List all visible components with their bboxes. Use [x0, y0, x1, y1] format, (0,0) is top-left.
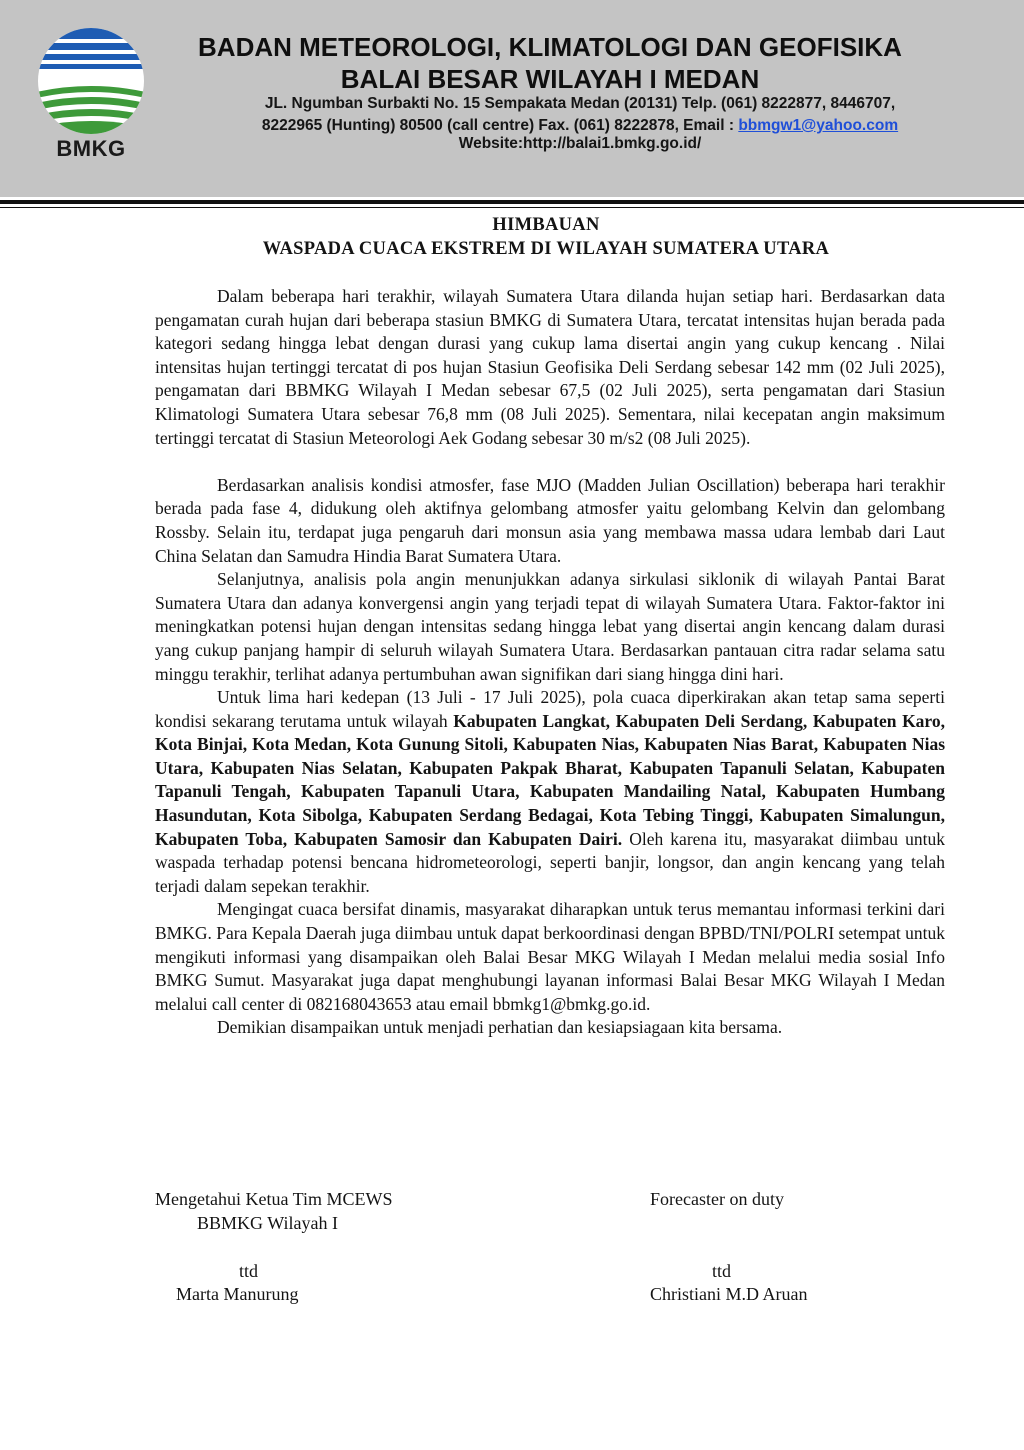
paragraph-2: Berdasarkan analisis kondisi atmosfer, fase MJO (Madden Julian Oscillation) beberapa hari terakhir berada pada fase 4, didukung oleh aktifnya gelombang atmosfer yaitu gelombang Kelvin dan gelombang Rossby. Selain itu, terdapat juga pengaruh dari monsun asia yang membawa massa udara lembab dari Laut China Selatan dan Samudra Hindia Barat Sumatera Utara.	[155, 474, 945, 566]
paragraph-4-intro: Untuk lima hari kedepan (13 Juli - 17 Juli 2025), pola cuaca diperkirakan akan tetap sama seperti kondisi sekarang terutama untuk wilayah	[155, 687, 945, 731]
address-line-2	[210, 117, 950, 135]
right-signatory-role: Forecaster on duty	[650, 1189, 784, 1209]
paragraph-4	[155, 686, 945, 898]
bmkg-logo	[36, 26, 146, 164]
paragraph-5: Mengingat cuaca bersifat dinamis, masyarakat diharapkan untuk terus memantau informasi terkini dari BMKG. Para Kepala Daerah juga diimbau untuk dapat berkoordinasi dengan BPBD/TNI/POLRI setempat untuk mengikuti informasi yang disampaikan oleh Balai Besar MKG Wilayah I Medan melalui media sosial Info BMKG Sumut. Masyarakat juga dapat menghubungi layanan informasi Balai Besar MKG Wilayah I Medan melalui call center di 082168043653 atau email bbmkg1@bmkg.go.id.	[155, 899, 945, 1014]
logo-text: BMKG	[56, 136, 126, 161]
left-signatory-name: Marta Manurung	[176, 1284, 299, 1304]
bmkg-logo-emblem-icon	[36, 26, 146, 136]
address-line-2-text: 8222965 (Hunting) 80500 (call centre) Fax. (061) 8222878, Email :	[261, 117, 739, 134]
office-name: BALAI BESAR WILAYAH I MEDAN	[340, 64, 760, 94]
paragraph-1: Dalam beberapa hari terakhir, wilayah Sumatera Utara dilanda hujan setiap hari. Berdasarkan data pengamatan curah hujan dari beberapa stasiun BMKG di Sumatera Utara, tercatat intensitas hujan berada pada kategori sedang hingga lebat dengan durasi yang cukup lama disertai angin yang cukup kencang . Nilai intensitas hujan tertinggi tercatat di pos hujan Stasiun Geofisika Deli Serdang sebesar 142 mm (02 Juli 2025), pengamatan dari BBMKG Wilayah I Medan sebesar 67,5 (02 Juli 2025), serta pengamatan dari Stasiun Klimatologi Sumatera Utara sebesar 76,8 mm (08 Juli 2025). Sementara, nilai kecepatan angin maksimum tertinggi tercatat di Stasiun Meteorologi Aek Godang sebesar 30 m/s2 (08 Juli 2025).	[155, 286, 945, 448]
email-link[interactable]: bbmgw1@yahoo.com	[738, 117, 899, 134]
letterhead	[0, 0, 1024, 197]
header-divider-thick	[0, 200, 1024, 204]
affected-regions: Kabupaten Langkat, Kabupaten Deli Serdang, Kabupaten Karo, Kota Binjai, Kota Medan, Kota Gunung Sitoli, Kabupaten Nias, Kabupaten Nias Barat, Kabupaten Nias Utara, Kabupaten Nias Selatan, Kabupaten Pakpak Bharat, Kabupaten Tapanuli Selatan, Kabupaten Tapanuli Tengah, Kabupaten Tapanuli Utara, Kabupaten Mandailing Natal, Kabupaten Humbang Hasundutan, Kota Sibolga, Kabupaten Serdang Bedagai, Kota Tebing Tinggi, Kabupaten Simalungun, Kabupaten Toba, Kabupaten Samosir dan Kabupaten Dairi.	[155, 710, 946, 849]
website-line[interactable]: Website:http://balai1.bmkg.go.id/	[458, 135, 702, 152]
paragraph-3: Selanjutnya, analisis pola angin menunjukkan adanya sirkulasi siklonik di wilayah Pantai Barat Sumatera Utara dan adanya konvergensi angin yang terjadi tepat di wilayah Sumatera Utara. Faktor-faktor ini meningkatkan potensi hujan dengan intensitas sedang hingga lebat yang disertai angin kencang dalam durasi yang cukup panjang hampir di seluruh wilayah Sumatera Utara. Berdasarkan pantauan citra radar selama satu minggu terakhir, terlihat adanya pertumbuhan awan signifikan dari siang hingga dini hari.	[155, 569, 945, 684]
document-body	[155, 285, 945, 1040]
left-signatory-role: Mengetahui Ketua Tim MCEWS	[155, 1189, 393, 1209]
paragraph-6: Demikian disampaikan untuk menjadi perhatian dan kesiapsiagaan kita bersama.	[217, 1017, 783, 1038]
right-signatory-name: Christiani M.D Aruan	[650, 1284, 808, 1304]
document-subtitle: WASPADA CUACA EKSTREM DI WILAYAH SUMATERA UTARA	[262, 239, 830, 259]
header-divider-thin	[0, 207, 1024, 208]
agency-name: BADAN METEOROLOGI, KLIMATOLOGI DAN GEOFISIKA	[198, 32, 902, 62]
left-signatory-office: BBMKG Wilayah I	[197, 1213, 338, 1233]
address-line-1: JL. Ngumban Surbakti No. 15 Sempakata Medan (20131) Telp. (061) 8222877, 8446707,	[264, 95, 896, 112]
right-signature-ttd: ttd	[712, 1261, 732, 1281]
document-title: HIMBAUAN	[492, 215, 600, 235]
left-signature-ttd: ttd	[239, 1261, 259, 1281]
paragraph-4-outro: Oleh karena itu, masyarakat diimbau untuk waspada terhadap potensi bencana hidrometeorologi, seperti banjir, longsor, dan angin kencang yang telah terjadi dalam sepekan terakhir.	[155, 828, 945, 896]
